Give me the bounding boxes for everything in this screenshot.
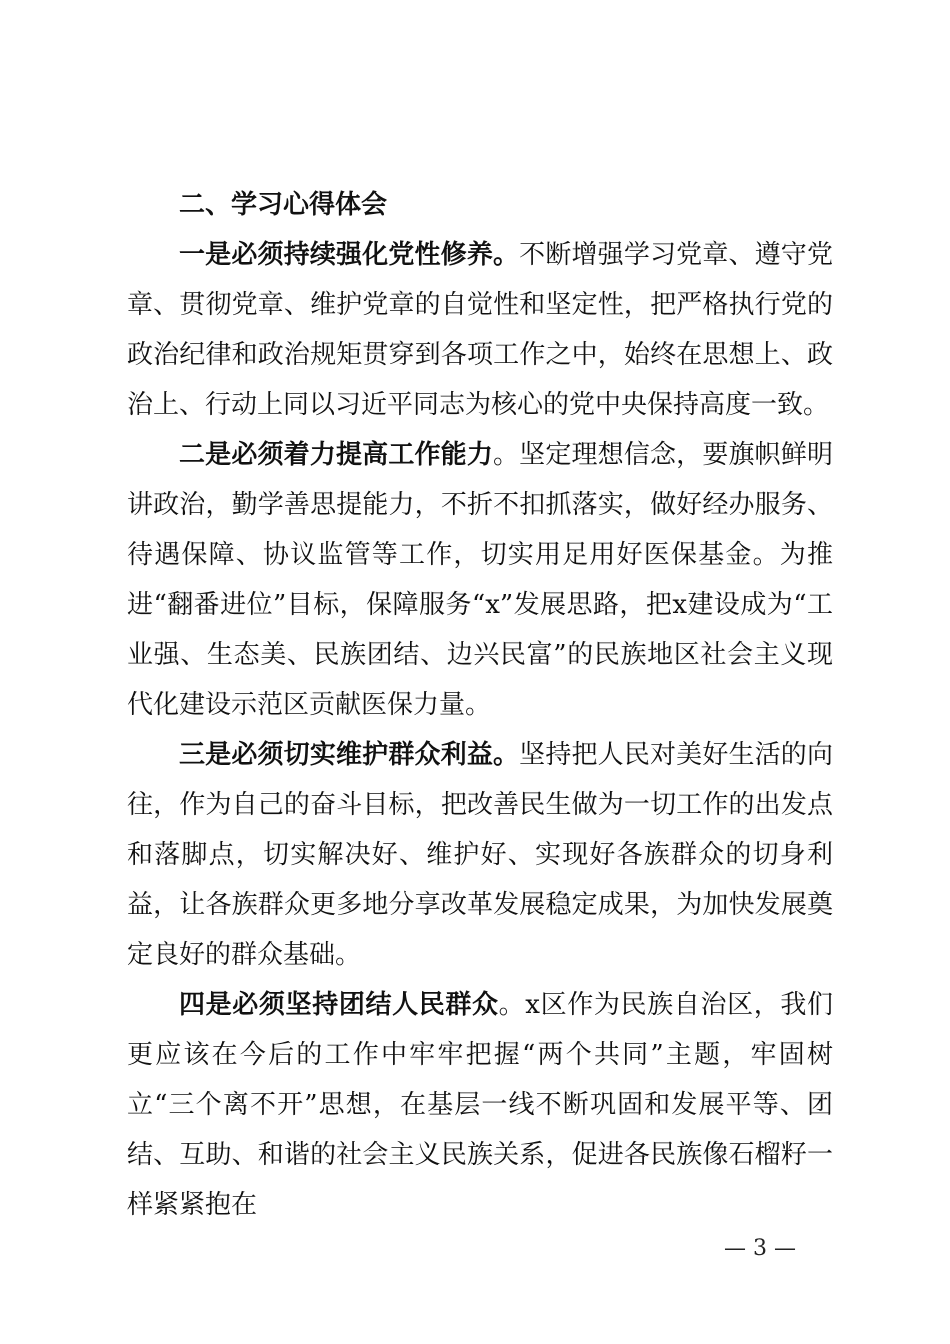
paragraph-2 bbox=[127, 430, 833, 730]
paragraph-text: 。x区作为民族自治区，我们更应该在今后的工作中牢牢把握“两个共同”主题，牢固树立“三个离不开”思想，在基层一线不断巩固和发展平等、团结、互助、和谐的社会主义民族关系，促进各民族像石榴籽一样紧紧抱在 bbox=[127, 990, 833, 1220]
paragraph-4 bbox=[127, 980, 833, 1230]
paragraph-text: 不断增强学习党章、遵守党章、贯彻党章、维护党章的自觉性和坚定性，把严格执行党的政治纪律和政治规矩贯穿到各项工作之中，始终在思想上、政治上、行动上同以习近平同志为核心的党中央保持高度一致。 bbox=[127, 240, 833, 420]
document-body bbox=[127, 180, 833, 1230]
paragraph-lead: 二是必须着力提高工作能力 bbox=[179, 440, 493, 470]
paragraph-lead: 一是必须持续强化党性修养。 bbox=[179, 240, 520, 270]
paragraph-text: 坚持把人民对美好生活的向往，作为自己的奋斗目标，把改善民生做为一切工作的出发点和落脚点，切实解决好、维护好、实现好各族群众的切身利益，让各族群众更多地分享改革发展稳定成果，为加快发展奠定良好的群众基础。 bbox=[127, 740, 833, 970]
paragraph-lead: 四是必须坚持团结人民群众 bbox=[179, 990, 499, 1020]
paragraph-lead: 三是必须切实维护群众利益。 bbox=[179, 740, 520, 770]
paragraph-3 bbox=[127, 730, 833, 980]
section-heading: 二、学习心得体会 bbox=[179, 190, 388, 220]
page-number: — 3 — bbox=[724, 1236, 796, 1261]
paragraph-text: 。坚定理想信念，要旗帜鲜明讲政治，勤学善思提能力，不折不扣抓落实，做好经办服务、待遇保障、协议监管等工作，切实用足用好医保基金。为推进“翻番进位”目标，保障服务“x”发展思路，把x建设成为“工业强、生态美、民族团结、边兴民富”的民族地区社会主义现代化建设示范区贡献医保力量。 bbox=[127, 440, 833, 720]
paragraph-1 bbox=[127, 230, 833, 430]
